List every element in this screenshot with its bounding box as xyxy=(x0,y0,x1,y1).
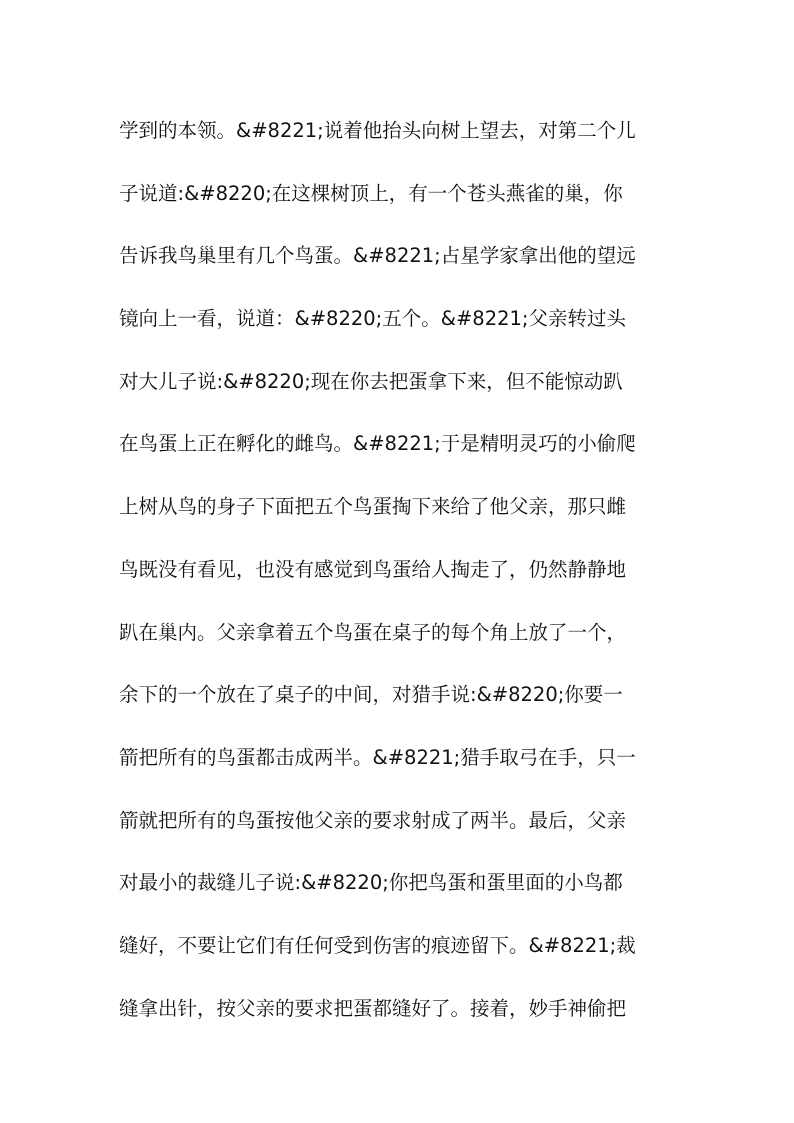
text-line-3: 告诉我鸟巢里有几个鸟蛋。&#8221;占星学家拿出他的望远 xyxy=(119,244,636,268)
text-line-12: 箭就把所有的鸟蛋按他父亲的要求射成了两半。最后，父亲 xyxy=(119,808,627,832)
text-line-15: 缝拿出针，按父亲的要求把蛋都缝好了。接着，妙手神偷把 xyxy=(119,996,627,1020)
text-line-1: 学到的本领。&#8221;说着他抬头向树上望去，对第二个儿 xyxy=(119,119,636,142)
text-line-9: 趴在巢内。父亲拿着五个鸟蛋在桌子的每个角上放了一个， xyxy=(119,620,627,644)
text-line-6: 在鸟蛋上正在孵化的雌鸟。&#8221;于是精明灵巧的小偷爬 xyxy=(119,432,636,456)
document-body xyxy=(119,108,679,1048)
text-line-2: 子说道:&#8220;在这棵树顶上，有一个苍头燕雀的巢，你 xyxy=(119,181,623,205)
text-line-8: 鸟既没有看见，也没有感觉到鸟蛋给人掏走了，仍然静静地 xyxy=(119,557,627,581)
text-line-7: 上树从鸟的身子下面把五个鸟蛋掏下来给了他父亲，那只雌 xyxy=(119,495,627,519)
text-line-5: 对大儿子说:&#8220;现在你去把蛋拿下来，但不能惊动趴 xyxy=(119,369,623,393)
text-line-10: 余下的一个放在了桌子的中间，对猎手说:&#8220;你要一 xyxy=(119,683,623,707)
text-line-4: 镜向上一看，说道：&#8220;五个。&#8221;父亲转过头 xyxy=(119,307,626,331)
text-line-14: 缝好，不要让它们有任何受到伤害的痕迹留下。&#8221;裁 xyxy=(119,933,636,957)
text-line-11: 箭把所有的鸟蛋都击成两半。&#8221;猎手取弓在手，只一 xyxy=(119,745,636,769)
text-line-13: 对最小的裁缝儿子说:&#8220;你把鸟蛋和蛋里面的小鸟都 xyxy=(119,871,623,895)
